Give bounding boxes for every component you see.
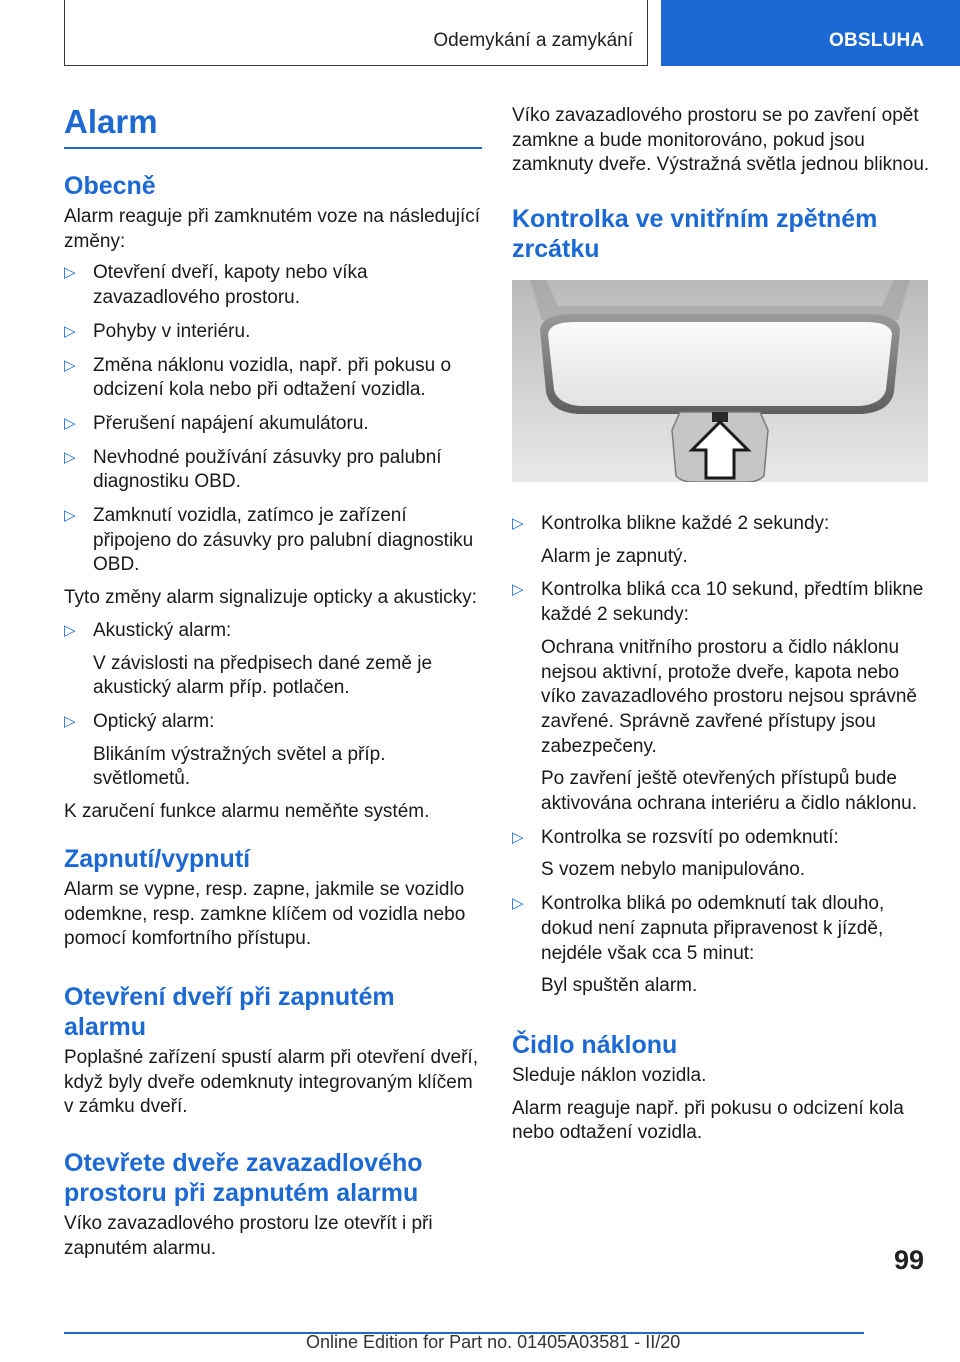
list-item-detail: Alarm je zapnutý. bbox=[541, 545, 688, 567]
header-box bbox=[64, 0, 648, 66]
section-heading: Obecně bbox=[64, 172, 156, 200]
section-general bbox=[64, 171, 482, 825]
section-tailgate bbox=[64, 1148, 482, 1261]
list-item: ▷ Akustický alarm: V závislosti na předpisech dané země je akustický alarm příp. potlačen. bbox=[64, 619, 482, 701]
triangle-right-icon: ▷ bbox=[512, 828, 524, 846]
triangle-right-icon: ▷ bbox=[512, 895, 524, 913]
bullet-list bbox=[512, 512, 930, 999]
list-item-detail: V závislosti na předpisech dané země je akustický alarm příp. potlačen. bbox=[93, 652, 433, 699]
title-rule bbox=[64, 147, 482, 149]
section-heading: Otevření dveří při zapnutém alarmu bbox=[64, 983, 395, 1041]
list-item: ▷ Otevření dveří, kapoty nebo víka zavazadlového prostoru. bbox=[64, 262, 368, 309]
triangle-right-icon: ▷ bbox=[512, 581, 524, 599]
footer-edition: Online Edition for Part no. 01405A03581 - II/20 bbox=[306, 1332, 681, 1352]
triangle-right-icon: ▷ bbox=[64, 356, 76, 374]
chapter-title: Odemykání a zamykání bbox=[433, 30, 633, 51]
triangle-right-icon: ▷ bbox=[64, 414, 76, 432]
list-item: ▷ Kontrolka blikne každé 2 sekundy: Alarm je zapnutý. bbox=[512, 512, 930, 569]
triangle-right-icon: ▷ bbox=[64, 712, 76, 730]
list-item: ▷ Kontrolka bliká cca 10 sekund, předtím blikne každé 2 sekundy: Ochrana vnitřního prostoru a čidlo náklonu nejsou aktivní, protože dveře, kapota nebo víko zavazadlového prostoru nejsou správně zavřené. Správně zavřené přístupy jsou zabezpečeny. Po zavření ještě otevřených přístupů bude aktivována ochrana interiéru a čidlo náklonu. bbox=[512, 578, 930, 816]
paragraph: Alarm reaguje např. při pokusu o odcizení kola nebo odtažení vozidla. bbox=[512, 1097, 904, 1144]
paragraph: Poplašné zařízení spustí alarm při otevření dveří, když byly dveře odemknuty integrovaným klíčem v zámku dveří. bbox=[64, 1047, 478, 1118]
section-heading: Čidlo náklonu bbox=[512, 1031, 678, 1059]
list-item-detail: Ochrana vnitřního prostoru a čidlo náklonu nejsou aktivní, protože dveře, kapota nebo víko zavazadlového prostoru nejsou správně zavřené. Správně zavřené přístupy jsou zabezpečeny. bbox=[541, 636, 918, 757]
section-tab-label: OBSLUHA bbox=[829, 30, 925, 51]
paragraph: Víko zavazadlového prostoru lze otevřít i při zapnutém alarmu. bbox=[64, 1213, 433, 1259]
triangle-right-icon: ▷ bbox=[64, 621, 76, 639]
page-number: 99 bbox=[894, 1245, 925, 1275]
section-doors-open bbox=[64, 982, 482, 1120]
list-item: ▷ Optický alarm: Blikáním výstražných světel a příp. světlometů. bbox=[64, 710, 482, 792]
bullet-list bbox=[64, 619, 482, 792]
paragraph: Sleduje náklon vozidla. bbox=[512, 1065, 707, 1086]
paragraph: Tyto změny alarm signalizuje opticky a akusticky: bbox=[64, 587, 477, 609]
triangle-right-icon: ▷ bbox=[64, 322, 76, 340]
list-item: ▷ Přerušení napájení akumulátoru. bbox=[64, 412, 482, 437]
list-item-detail: Blikáním výstražných světel a příp. světlometů. bbox=[93, 743, 386, 790]
list-item-detail: Po zavření ještě otevřených přístupů bude aktivována ochrana interiéru a čidlo náklonu. bbox=[541, 768, 918, 815]
section-tilt-sensor bbox=[512, 1030, 930, 1146]
section-tab bbox=[661, 0, 960, 66]
triangle-right-icon: ▷ bbox=[64, 264, 76, 282]
bullet-list bbox=[64, 261, 482, 578]
list-item: ▷ Nevhodné používání zásuvky pro palubní diagnostiku OBD. bbox=[64, 446, 442, 493]
paragraph: K zaručení funkce alarmu neměňte systém. bbox=[64, 801, 430, 823]
paragraph: Alarm reaguje při zamknutém voze na následující změny: bbox=[64, 206, 481, 252]
page-title: Alarm bbox=[64, 103, 158, 140]
list-item: ▷ Kontrolka bliká po odemknutí tak dlouho, dokud není zapnuta připravenost k jízdě, nejdéle však cca 5 minut: Byl spuštěn alarm. bbox=[512, 892, 930, 999]
triangle-right-icon: ▷ bbox=[512, 515, 524, 532]
triangle-right-icon: ▷ bbox=[64, 448, 76, 466]
list-item: ▷ Zamknutí vozidla, zatímco je zařízení připojeno do zásuvky pro palubní diagnostiku OBD. bbox=[64, 505, 474, 576]
section-heading: Otevřete dveře zavazadlového prostoru při zapnutém alarmu bbox=[64, 1149, 423, 1207]
section-heading: Zapnutí/vypnutí bbox=[64, 845, 251, 873]
list-item: ▷ Změna náklonu vozidla, např. při pokusu o odcizení kola nebo při odtažení vozidla. bbox=[64, 354, 452, 401]
mirror-svg bbox=[512, 280, 928, 482]
paragraph: Víko zavazadlového prostoru se po zavření opět zamkne a bude monitorováno, pokud jsou zamknuty dveře. Výstražná světla jednou bliknou. bbox=[512, 105, 930, 176]
list-item-detail: S vozem nebylo manipulováno. bbox=[541, 859, 806, 881]
mirror-glass bbox=[548, 322, 892, 406]
section-on-off bbox=[64, 844, 482, 952]
list-item: ▷ Pohyby v interiéru. bbox=[64, 320, 482, 345]
list-item-detail: Byl spuštěn alarm. bbox=[541, 975, 698, 997]
list-item: ▷ Kontrolka se rozsvítí po odemknutí: S vozem nebylo manipulováno. bbox=[512, 826, 930, 883]
rearview-mirror-illustration bbox=[512, 280, 928, 482]
paragraph: Alarm se vypne, resp. zapne, jakmile se vozidlo odemkne, resp. zamkne klíčem od vozidla nebo pomocí komfortního přístupu. bbox=[64, 879, 466, 950]
section-heading: Kontrolka ve vnitřním zpětném zrcátku bbox=[512, 205, 878, 263]
triangle-right-icon: ▷ bbox=[64, 507, 76, 525]
